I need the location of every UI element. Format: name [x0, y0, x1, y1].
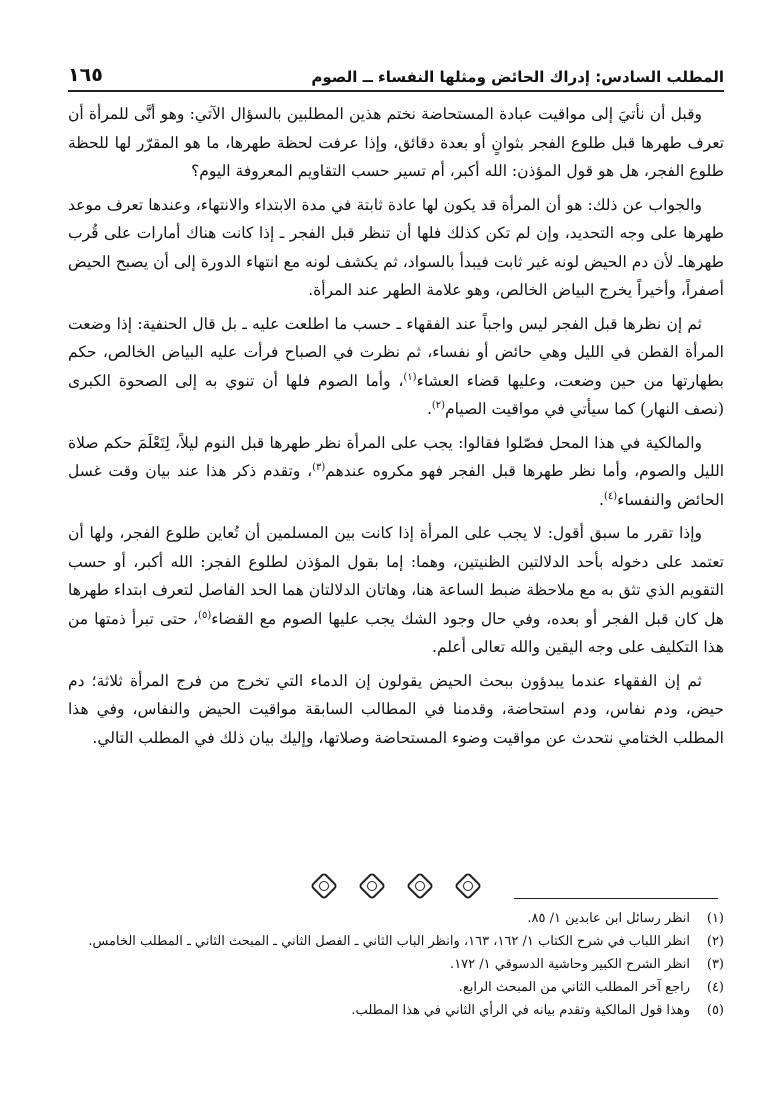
paragraph-text: ثم إن الفقهاء عندما يبدؤون ببحث الحيض يقولون إن الدماء التي تخرج من فرج المرأة ثلاثة؛ دم حيض، ودم نفاس، ودم استحاضة، وقدمنا في المطالب السابقة مواقيت الحيض والنفاس، وفي هذا المطلب الختامي نتحدث عن مواقيت وضوء المستحاضة وصلاتها، وإليك بيان ذلك في المطلب التالي.	[68, 671, 724, 747]
footnote-number: (١)	[706, 911, 724, 926]
paragraph	[68, 100, 724, 186]
footnote-text: وهذا قول المالكية وتقدم بيانه في الرأي الثاني في هذا المطلب.	[351, 1003, 690, 1018]
page-number: ١٦٥	[68, 64, 103, 86]
ornament-icon	[454, 872, 482, 900]
footnote-ref[interactable]: (٥)	[198, 609, 212, 621]
footnote-ref[interactable]: (٣)	[312, 461, 326, 473]
paragraph-text: .	[426, 400, 432, 418]
paragraph	[68, 667, 724, 753]
footnote-number: (٥)	[706, 1003, 724, 1018]
footnote-text: انظر الشرح الكبير وحاشية الدسوقي ١/ ١٧٢.	[450, 957, 690, 972]
footnotes	[68, 908, 724, 1023]
footnote-ref[interactable]: (٤)	[603, 490, 618, 502]
footnote	[68, 954, 724, 976]
paragraph-text: ، حتى تبرأ ذمتها من هذا التكليف على وجه اليقين والله تعالى أعلم.	[68, 609, 724, 656]
paragraph-text: ، وأما الصوم فلها أن تنوي به إلى الصحوة الكبرى (نصف النهار) كما سيأتي في مواقيت الصيام	[68, 371, 724, 418]
footnote-ref[interactable]: (١)	[403, 371, 417, 383]
ornament-icon	[406, 872, 434, 900]
footnote	[68, 908, 724, 930]
main-text	[68, 100, 724, 752]
footnote	[68, 1000, 724, 1022]
footnote-number: (٤)	[706, 980, 724, 995]
footnote	[68, 977, 724, 999]
paragraph-text: .	[599, 490, 604, 509]
paragraph-text: وإذا تقرر ما سبق أقول: لا يجب على المرأة إذا كانت بين المسلمين أن تُعاين طلوع الفجر، ولها أن تعتمد على دخوله بأحد الدلالتين الظنيتين، وهما: إما بقول المؤذن لطلوع الفجر: الله أكبر، أو حسب التقويم الذي تثق به مع ملاحظة ضبط الساعة هنا، وهاتان الدلالتان هما الحد الفاصل لتعرف ابتداء طهرها هل كان قبل الفجر أو بعده، وفي حال وجود الشك يجب عليها الصوم مع القضاء	[68, 524, 724, 628]
footnote-text: انظر رسائل ابن عابدين ١/ ٨٥.	[527, 911, 690, 926]
paragraph-text: وقبل أن نأتيَ إلى مواقيت عبادة المستحاضة نختم هذين المطلبين بالسؤال الآتي: وهو أنَّى للمرأة أن تعرف طهرها قبل طلوع الفجر بثوانٍ أو بعدة دقائق، وإذا عرفت لحظة طهرها، ما هو المقرّر لها للحظة طلوع الفجر، هل هو قول المؤذن: الله أكبر، أم تسير حسب التقاويم المعروفة اليوم؟	[68, 105, 724, 180]
footnote-text: راجع آخر المطلب الثاني من المبحث الرابع.	[458, 980, 690, 995]
ornament-icon	[310, 872, 338, 900]
paragraph-text: والمالكية في هذا المحل فصّلوا فقالوا: يجب على المرأة نظر طهرها قبل النوم ليلاً، لِتَعْلَمَ حكم صلاة الليل والصوم، وأما نظر طهرها قبل الفجر فهو مكروه عندهم	[68, 433, 724, 480]
footnote-ref[interactable]: (٢)	[431, 399, 446, 411]
paragraph-text: ثم إن نظرها قبل الفجر ليس واجباً عند الفقهاء ـ حسب ما اطلعت عليه ـ بل قال الحنفية: إذا وضعت المرأة القطن في الليل وهي حائض أو نفساء، ثم نظرت في الصباح فرأت عليه البياض الخالص، حكم بطهارتها من حين وضعت، وعليها قضاء العشاء	[68, 314, 724, 390]
paragraph	[68, 429, 724, 515]
paragraph-text: ، وتقدم ذكر هذا عند بيان وقت غسل الحائض والنفساء	[68, 462, 724, 509]
section-end-ornaments	[68, 876, 724, 896]
page-header	[68, 56, 724, 92]
footnote-number: (٢)	[706, 934, 724, 949]
book-page	[68, 56, 724, 1018]
footnote-text: انظر اللباب في شرح الكتاب ١/ ١٦٢، ١٦٣، وانظر الباب الثاني ـ الفصل الثاني ـ المبحث الثاني ـ المطلب الخامس.	[88, 934, 690, 949]
paragraph-text: والجواب عن ذلك: هو أن المرأة قد يكون لها عادة ثابتة في مدة الابتداء والانتهاء، وعندها تعرف موعد طهرها على وجه التحديد، وإن لم تكن كذلك فلها أن تنظر قبل الفجر ـ إذا كانت هناك أمارات على قُرب طهرهاـ لأن دم الحيض لونه غير ثابت فيبدأ بالسواد، ثم يكشف لونه مع انتهاء الدورة إلى أن يصبح الحيض أصفراً، وأخيراً يخرج البياض الخالص، وهو علامة الطهر عند المرأة.	[68, 195, 724, 299]
footnote-divider	[514, 898, 718, 899]
footnote-number: (٣)	[706, 957, 724, 972]
paragraph	[68, 519, 724, 662]
footnote	[68, 931, 724, 953]
ornament-icon	[358, 872, 386, 900]
paragraph	[68, 191, 724, 305]
running-title: المطلب السادس: إدراك الحائض ومثلها النفساء ــ الصوم	[311, 68, 724, 86]
paragraph	[68, 310, 724, 424]
